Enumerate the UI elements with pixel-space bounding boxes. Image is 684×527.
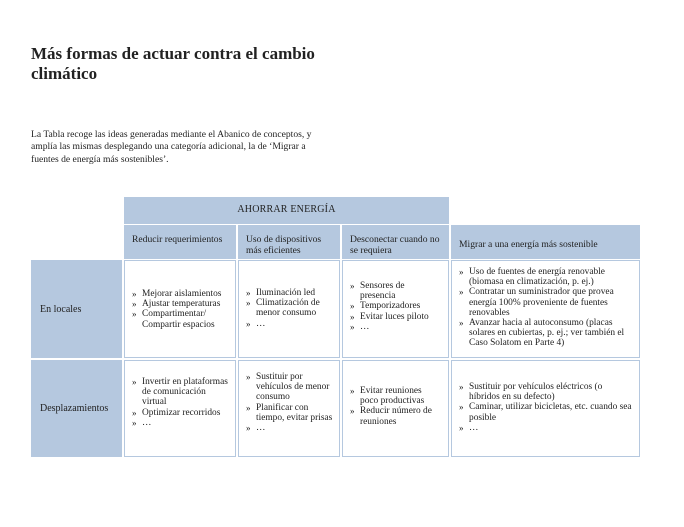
list-item: » Ajustar temperaturas bbox=[132, 299, 229, 309]
list-item: » Planificar con tiempo, evitar prisas bbox=[246, 403, 333, 423]
list-item: » Avanzar hacia al autoconsumo (placas solares en cubiertas, p. ej.; ver también el Caso Solatom en Parte 4) bbox=[459, 318, 633, 349]
list-item: » Evitar reuniones poco productivas bbox=[350, 386, 442, 406]
cell-locales-dispositivos bbox=[238, 260, 340, 358]
list-item: » Temporizadores bbox=[350, 301, 442, 311]
cell-locales-migrar bbox=[451, 260, 640, 358]
list-item: » Iluminación led bbox=[246, 288, 333, 298]
list-item: » … bbox=[246, 423, 333, 433]
cell-desplazamientos-reducir bbox=[124, 360, 236, 457]
list-item: » … bbox=[459, 423, 633, 433]
cell-desplazamientos-desconectar bbox=[342, 360, 449, 457]
list-item: » Compartimentar/ Compartir espacios bbox=[132, 309, 229, 329]
cell-desplazamientos-dispositivos bbox=[238, 360, 340, 457]
cell-locales-desconectar bbox=[342, 260, 449, 358]
row-label-locales: En locales bbox=[31, 260, 122, 358]
list-item: » Invertir en plataformas de comunicación virtual bbox=[132, 377, 229, 408]
col-header-dispositivos: Uso de dispositivos más eficientes bbox=[238, 225, 340, 259]
list-item: » Reducir número de reuniones bbox=[350, 406, 442, 426]
cell-desplazamientos-migrar bbox=[451, 360, 640, 457]
list-item: » Optimizar recorridos bbox=[132, 408, 229, 418]
col-header-reducir: Reducir requerimientos bbox=[124, 225, 236, 259]
list-item: » Climatización de menor consumo bbox=[246, 298, 333, 318]
actions-table bbox=[31, 197, 640, 459]
list-item: » … bbox=[246, 319, 333, 329]
list-item: » … bbox=[132, 418, 229, 428]
list-item: » Evitar luces piloto bbox=[350, 312, 442, 322]
intro-paragraph: La Tabla recoge las ideas generadas mediante el Abanico de conceptos, y amplía las mismas desplegando una categoría adicional, la de ‘Migrar a fuentes de energía más sostenibles’. bbox=[31, 129, 312, 165]
col-header-migrar: Migrar a una energía más sostenible bbox=[451, 225, 640, 259]
group-header-ahorrar: AHORRAR ENERGÍA bbox=[124, 197, 449, 224]
list-item: » … bbox=[350, 322, 442, 332]
col-header-desconectar: Desconectar cuando no se requiera bbox=[342, 225, 449, 259]
list-item: » Contratar un suministrador que provea energía 100% proveniente de fuentes renovables bbox=[459, 287, 633, 318]
list-item: » Mejorar aislamientos bbox=[132, 289, 229, 299]
row-label-desplazamientos: Desplazamientos bbox=[31, 360, 122, 457]
list-item: » Sustituir por vehículos eléctricos (o híbridos en su defecto) bbox=[459, 382, 633, 402]
list-item: » Caminar, utilizar bicicletas, etc. cuando sea posible bbox=[459, 402, 633, 422]
list-item: » Uso de fuentes de energía renovable (biomasa en climatización, p. ej.) bbox=[459, 267, 633, 287]
list-item: » Sensores de presencia bbox=[350, 281, 442, 301]
cell-locales-reducir bbox=[124, 260, 236, 358]
page-title: Más formas de actuar contra el cambio climático bbox=[31, 44, 315, 83]
list-item: » Sustituir por vehículos de menor consumo bbox=[246, 372, 333, 403]
